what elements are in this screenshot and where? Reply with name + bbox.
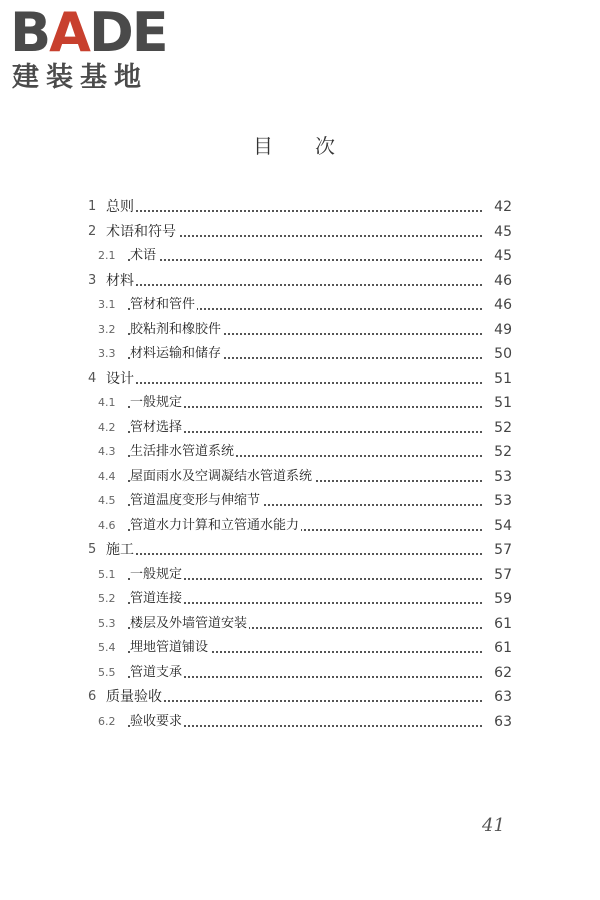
toc-entry-number: 2.1 — [98, 244, 116, 269]
toc-chapter-row[interactable] — [88, 538, 512, 563]
toc-entry-number: 5.4 — [98, 636, 116, 661]
logo-wordmark — [10, 1, 167, 64]
logo-accent-letter: A — [49, 1, 89, 64]
toc-section-row[interactable] — [88, 244, 512, 269]
toc-entry-label: 管道支承 — [130, 661, 184, 686]
toc-entry-page: 50 — [490, 342, 512, 367]
toc-section-row[interactable] — [88, 318, 512, 343]
toc-section-row[interactable] — [88, 489, 512, 514]
page-number: 41 — [482, 815, 505, 836]
toc-entry-number: 3.2 — [98, 318, 116, 343]
toc-chapter-row[interactable] — [88, 685, 512, 710]
toc-entry-number: 2 — [88, 220, 96, 245]
dot-leader — [128, 259, 482, 261]
toc-entry-label: 管材和管件 — [130, 293, 197, 318]
toc-entry-page: 46 — [490, 269, 512, 294]
toc-entry-label: 术语 — [130, 244, 158, 269]
toc-entry-label: 管道连接 — [130, 587, 184, 612]
logo-letters: B — [10, 1, 50, 64]
toc-chapter-row[interactable] — [88, 195, 512, 220]
toc-entry-number: 4.4 — [98, 465, 116, 490]
toc-entry-label: 设计 — [106, 367, 136, 392]
toc-entry-page: 52 — [490, 416, 512, 441]
toc-chapter-row[interactable] — [88, 269, 512, 294]
toc-entry-page: 53 — [490, 465, 512, 490]
toc-section-row[interactable] — [88, 440, 512, 465]
toc-entry-page: 63 — [490, 710, 512, 735]
toc-entry-label: 管材选择 — [130, 416, 184, 441]
toc-entry-number: 5 — [88, 538, 96, 563]
toc-entry-number: 5.3 — [98, 612, 116, 637]
toc-section-row[interactable] — [88, 563, 512, 588]
dot-leader — [128, 210, 482, 212]
toc-entry-label: 管道水力计算和立管通水能力 — [130, 514, 301, 539]
toc-entry-page: 46 — [490, 293, 512, 318]
bade-logo — [10, 1, 180, 96]
toc-entry-label: 一般规定 — [130, 391, 184, 416]
toc-chapter-row[interactable] — [88, 220, 512, 245]
toc-entry-page: 59 — [490, 587, 512, 612]
toc-entry-page: 49 — [490, 318, 512, 343]
toc-entry-label: 施工 — [106, 538, 136, 563]
toc-entry-label: 术语和符号 — [106, 220, 178, 245]
toc-section-row[interactable] — [88, 293, 512, 318]
toc-entry-page: 62 — [490, 661, 512, 686]
toc-chapter-row[interactable] — [88, 367, 512, 392]
toc-entry-number: 4.1 — [98, 391, 116, 416]
toc-section-row[interactable] — [88, 587, 512, 612]
toc-entry-number: 3.1 — [98, 293, 116, 318]
toc-entry-page: 42 — [490, 195, 512, 220]
toc-section-row[interactable] — [88, 710, 512, 735]
toc-entry-number: 5.5 — [98, 661, 116, 686]
dot-leader — [128, 553, 482, 555]
dot-leader — [128, 235, 482, 237]
toc-entry-label: 生活排水管道系统 — [130, 440, 236, 465]
toc-entry-number: 4.2 — [98, 416, 116, 441]
toc-entry-label: 材料运输和储存 — [130, 342, 223, 367]
toc-section-row[interactable] — [88, 636, 512, 661]
toc-entry-page: 63 — [490, 685, 512, 710]
toc-section-row[interactable] — [88, 661, 512, 686]
toc-entry-page: 57 — [490, 563, 512, 588]
toc-entry-page: 45 — [490, 244, 512, 269]
toc-entry-page: 45 — [490, 220, 512, 245]
toc-entry-page: 57 — [490, 538, 512, 563]
toc-section-row[interactable] — [88, 612, 512, 637]
toc-entry-number: 3.3 — [98, 342, 116, 367]
toc-entry-page: 51 — [490, 367, 512, 392]
toc-entry-page: 52 — [490, 440, 512, 465]
toc-entry-number: 3 — [88, 269, 96, 294]
table-of-contents — [88, 195, 512, 734]
toc-entry-label: 管道温度变形与伸缩节 — [130, 489, 262, 514]
toc-entry-label: 材料 — [106, 269, 136, 294]
toc-section-row[interactable] — [88, 465, 512, 490]
toc-entry-number: 1 — [88, 195, 96, 220]
toc-entry-label: 总则 — [106, 195, 136, 220]
toc-entry-page: 53 — [490, 489, 512, 514]
toc-entry-number: 6 — [88, 685, 96, 710]
toc-section-row[interactable] — [88, 342, 512, 367]
toc-section-row[interactable] — [88, 416, 512, 441]
toc-entry-page: 61 — [490, 612, 512, 637]
toc-entry-page: 61 — [490, 636, 512, 661]
toc-entry-number: 6.2 — [98, 710, 116, 735]
page-title: 目次 — [253, 134, 377, 158]
toc-entry-page: 54 — [490, 514, 512, 539]
toc-entry-label: 胶粘剂和橡胶件 — [130, 318, 223, 343]
dot-leader — [128, 700, 482, 702]
toc-entry-label: 一般规定 — [130, 563, 184, 588]
toc-entry-number: 4.5 — [98, 489, 116, 514]
logo-subtitle: 建装基地 — [12, 62, 148, 93]
toc-entry-label: 验收要求 — [130, 710, 184, 735]
toc-section-row[interactable] — [88, 514, 512, 539]
logo-letters: DE — [88, 1, 167, 64]
dot-leader — [128, 382, 482, 384]
toc-entry-number: 5.1 — [98, 563, 116, 588]
toc-entry-number: 4.6 — [98, 514, 116, 539]
toc-section-row[interactable] — [88, 391, 512, 416]
toc-entry-label: 质量验收 — [106, 685, 164, 710]
toc-entry-number: 5.2 — [98, 587, 116, 612]
toc-entry-label: 埋地管道铺设 — [130, 636, 210, 661]
dot-leader — [128, 284, 482, 286]
toc-entry-number: 4 — [88, 367, 96, 392]
toc-entry-number: 4.3 — [98, 440, 116, 465]
toc-entry-page: 51 — [490, 391, 512, 416]
toc-entry-label: 屋面雨水及空调凝结水管道系统 — [130, 465, 314, 490]
toc-entry-label: 楼层及外墙管道安装 — [130, 612, 249, 637]
